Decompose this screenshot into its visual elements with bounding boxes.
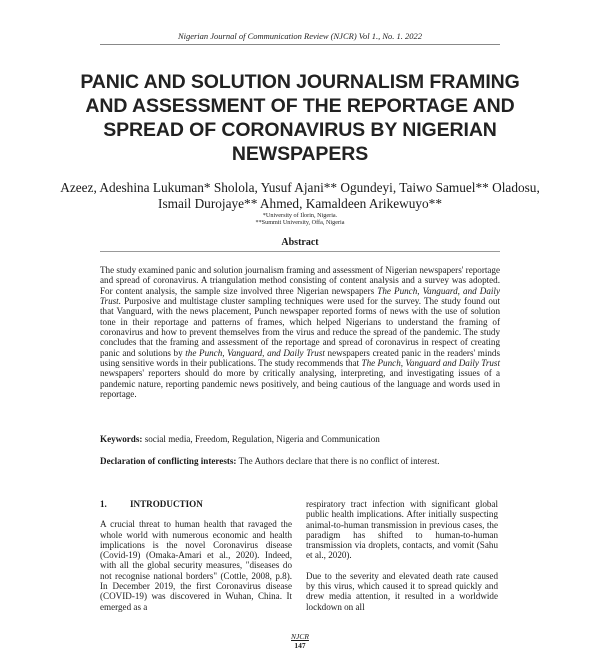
keywords-text: social media, Freedom, Regulation, Nigeria and Communication xyxy=(142,434,380,444)
keywords-label: Keywords: xyxy=(100,434,143,444)
running-head: Nigerian Journal of Communication Review (NJCR) Vol 1., No. 1. 2022 xyxy=(0,31,600,41)
affiliation-1: *University of Ilorin, Nigeria. xyxy=(262,212,338,219)
affiliation-2: **Summit University, Offa, Nigeria xyxy=(255,219,345,226)
section-heading xyxy=(100,499,292,509)
abstract-divider xyxy=(100,251,500,252)
section-title: INTRODUCTION xyxy=(130,499,203,509)
abstract-text-4: newspapers' reporters should do more by critically analysing, interpreting, and investigating issues of a pandemic nature, reporting pandemic news positively, and being cautious of the language and words used in reportage. xyxy=(100,368,500,400)
abstract-text-2: Purposive and multistage cluster sampling techniques were used for the survey. The study found out that Vanguard, with the news placement, Punch newspaper reported forms of news with the use of solution tone in their reportage and patterns of frames, which helped Nigerians to understand the framing of coronavirus and how to prevent themselves from the virus and reduce the spread of the pandemic. The study concludes that the framing and assessment of the reportage and spread of coronavirus in respect of creating panic and solutions by xyxy=(100,296,500,358)
abstract-italic-1: The Punch, Vanguard, and Daily Trust. xyxy=(100,285,500,307)
declaration xyxy=(100,456,500,467)
abstract-text-3: newspapers created panic in the readers' minds using sensitive words in their publications. The study recommends that xyxy=(100,347,500,369)
paper-title: PANIC AND SOLUTION JOURNALISM FRAMING AND ASSESSMENT OF THE REPORTAGE AND SPREAD OF CORONAVIRUS BY NIGERIAN NEWSPAPERS xyxy=(80,71,520,165)
declaration-text: The Authors declare that there is no conflict of interest. xyxy=(236,456,440,466)
intro-paragraph-left: A crucial threat to human health that ravaged the whole world with numerous economic and health implications is the novel Coronavirus disease (Covid-19) (Omaka-Amari et al., 2020). Indeed, with all the global security measures, "diseases do not recognise national borders" (Cottle, 2008, p.8). In December 2019, the first Coronavirus disease (COVID-19) was discovered in Wuhan, China. It emerged as a xyxy=(100,519,292,612)
intro-paragraph-right-1: respiratory tract infection with significant global public health implications. After initially suspecting animal-to-human transmission in previous cases, the paradigm has shifted to human-to-human transmission via droplets, contacts, and vomit (Sahu et al., 2020). xyxy=(306,499,498,561)
keywords xyxy=(100,434,500,445)
footer-journal: NJCR xyxy=(291,632,309,641)
column-right xyxy=(306,499,498,622)
section-number: 1. xyxy=(100,499,107,509)
page-number: 147 xyxy=(294,640,306,650)
page-footer xyxy=(0,633,600,650)
abstract-text-1: The study examined panic and solution journalism framing and assessment of Nigerian newspapers' reportage and spread of coronavirus. A triangulation method consisting of content analysis and a survey was adopted. For content analysis, the sample size involved three Nigerian newspapers xyxy=(100,265,500,296)
abstract-italic-2: the Punch, Vanguard, and Daily Trust xyxy=(185,347,325,358)
abstract-body xyxy=(100,265,500,399)
declaration-label: Declaration of conflicting interests: xyxy=(100,456,237,466)
abstract-italic-3: The Punch, Vanguard and Daily Trust xyxy=(361,358,500,369)
intro-paragraph-right-2: Due to the severity and elevated death rate caused by this virus, which caused it to spread quickly and drew media attention, it resulted in a worldwide lockdown on all xyxy=(306,570,498,612)
author-list: Azeez, Adeshina Lukuman* Sholola, Yusuf Ajani** Ogundeyi, Taiwo Samuel** Oladosu, Ismail Durojaye** Ahmed, Kamaldeen Arikewuyo** xyxy=(60,180,540,211)
column-left xyxy=(100,499,292,622)
abstract-heading: Abstract xyxy=(281,237,319,248)
